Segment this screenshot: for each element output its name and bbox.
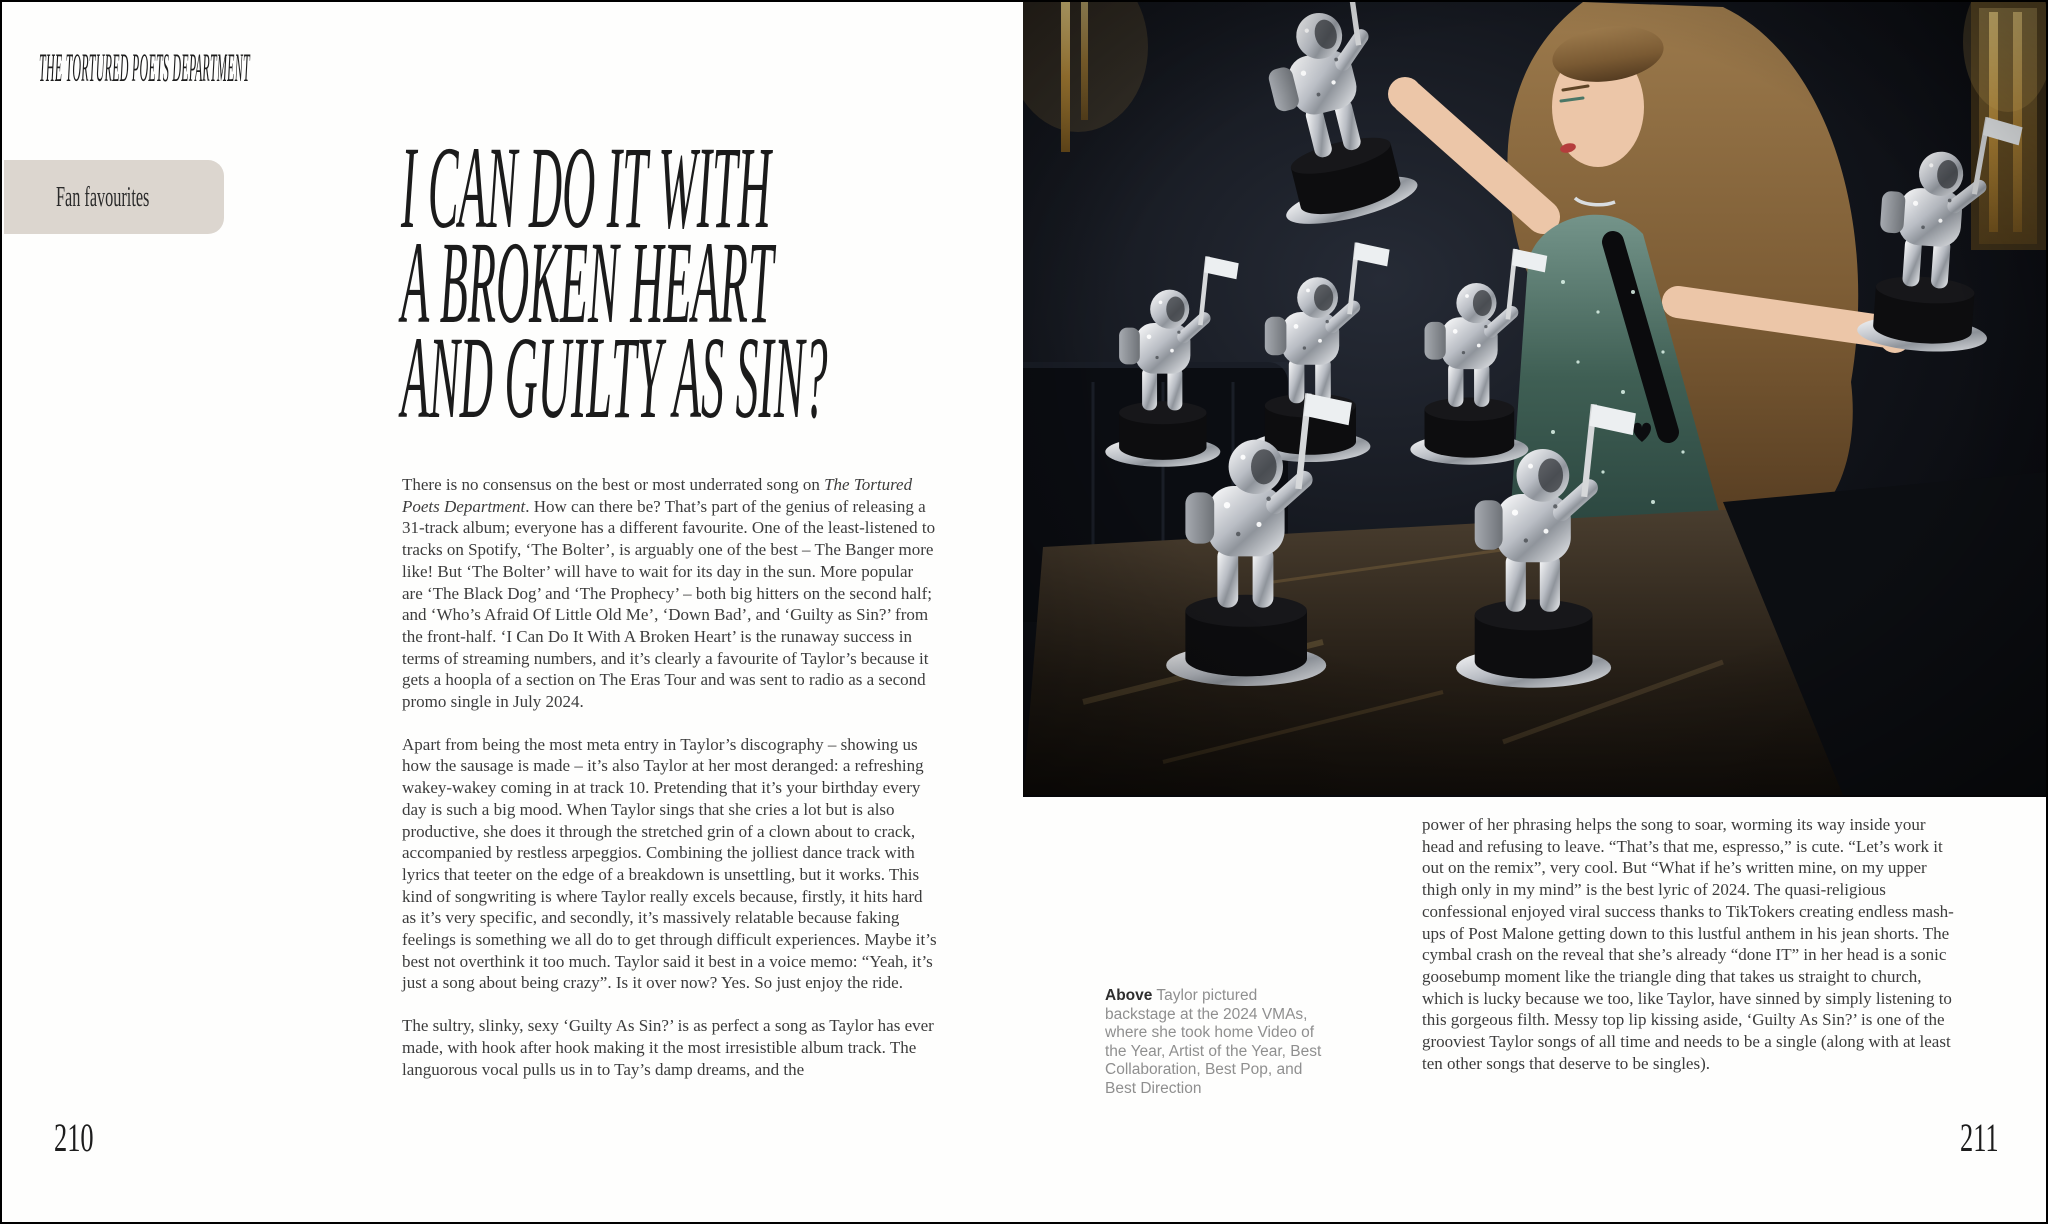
section-tag-label: Fan favourites xyxy=(56,180,150,213)
title-line-3: AND GUILTY AS SIN? xyxy=(401,312,828,443)
title-line-1: I CAN DO IT WITH xyxy=(401,122,771,253)
running-header-text: THE TORTURED POETS DEPARTMENT xyxy=(39,45,250,90)
right-text-column xyxy=(1422,814,1957,1095)
photo-caption xyxy=(1105,987,1327,1099)
body-paragraph: The sultry, slinky, sexy ‘Guilty As Sin?’ is as perfect a song as Taylor has ever made, with hook after hook making it the most irresistible album track. The languorous vocal pulls us in to Tay’s damp dreams, and the xyxy=(402,1016,934,1079)
page-number-left: 210 xyxy=(54,1115,94,1160)
running-header xyxy=(39,45,742,90)
body-paragraph: Apart from being the most meta entry in Taylor’s discography – showing us how the sausage is made – it’s also Taylor at her most deranged: a refreshing wakey-wakey coming in at track 10. Pretending that it’s your birthday every day is such a big mood. When Taylor sings that she cries a lot but is also productive, she does it through the stretched grin of a clown about to crack, accompanied by restless arpeggios. Combining the jolliest dance track with lyrics that teeter on the edge of a breakdown is unsettling, but it works. This kind of songwriting is where Taylor really excels because, firstly, it hits hard as it’s very specific, and secondly, it’s massively relatable because faking feelings is something we all do to get through difficult experiences. Maybe it’s best not overthink it too much. Taylor said it best in a voice memo: “Yeah, it’s just a song about being crazy”. Is it over now? Yes. So just enjoy the ride. xyxy=(402,734,937,993)
title-line-2: A BROKEN HEART xyxy=(401,217,774,348)
body-paragraph: There is no consensus on the best or most underrated song on The Tortured Poets Department. How can there be? That’s part of the genius of releasing a 31-track album; everyone has a different favourite. One of the least-listened to tracks on Spotify, ‘The Bolter’, is arguably one of the best – The Banger more like! But ‘The Bolter’ will have to wait for its day in the sun. More popular are ‘The Black Dog’ and ‘The Prophecy’ – both big hitters on the second half; and ‘Who’s Afraid Of Little Old Me’, ‘Down Bad’, and ‘Guilty as Sin?’ from the front-half. ‘I Can Do It With A Broken Heart’ is the runaway success in terms of streaming numbers, and it’s clearly a favourite of Taylor’s because it gets a hoopla of a section on The Eras Tour and was sent to radio as a second promo single in July 2024. xyxy=(402,475,936,712)
page-number-right: 211 xyxy=(1960,1115,1999,1160)
caption-label: Above xyxy=(1105,987,1153,1004)
left-text-column xyxy=(402,474,937,1101)
article-title xyxy=(401,122,1495,443)
section-tag xyxy=(4,160,224,234)
body-paragraph: power of her phrasing helps the song to soar, worming its way inside your head and refusing to leave. “That’s that me, espresso,” is cute. “Let’s work it out on the remix”, very cool. But “What if he’s written mine, on my upper thigh only in my mind” is the best lyric of 2024. The quasi-religious confessional enjoyed viral success thanks to TikTokers creating endless mash-ups of Post Malone getting down to this lustful anthem in his jean shorts. The cymbal crash on the reveal that she’s already “done IT” in her head is a sonic goosebump moment like the triangle ding that takes us straight to church, which is lucky because we too, like Taylor, have sinned by simply listening to this gorgeous filth. Messy top lip kissing aside, ‘Guilty As Sin?’ is one of the grooviest Taylor songs of all time and needs to be a single (along with at least ten other songs that deserve to be singles). xyxy=(1422,815,1954,1073)
caption-text: Taylor pictured backstage at the 2024 VMAs, where she took home Video of the Year, Artist of the Year, Best Collaboration, Best Pop, and Best Direction xyxy=(1105,987,1322,1097)
